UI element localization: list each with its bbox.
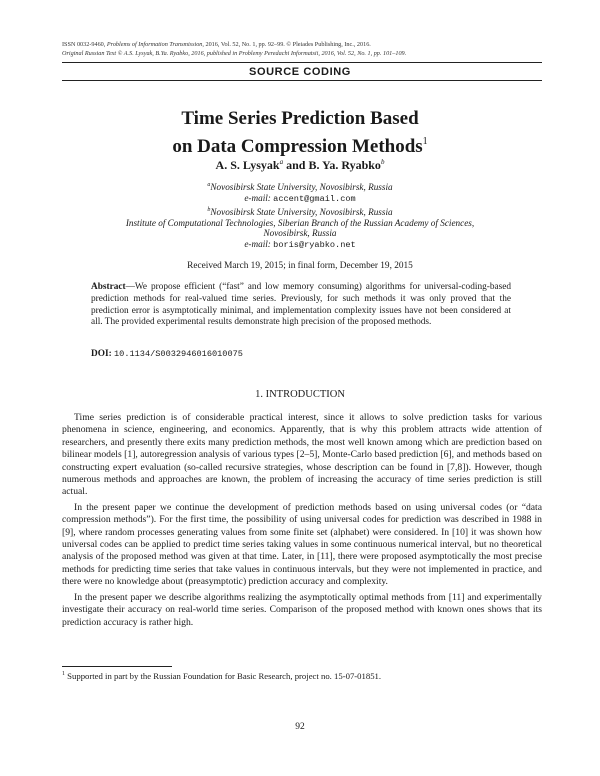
- journal-header: [62, 41, 542, 58]
- section-heading: 1. INTRODUCTION: [255, 389, 345, 400]
- paper-title: [0, 107, 600, 158]
- affiliation-b-line-2: Institute of Computational Technologies, Siberian Branch of the Russian Academy of Sciences,: [125, 217, 475, 228]
- title-footnote-mark: 1: [422, 136, 428, 147]
- title-line-1: Time Series Prediction Based: [181, 108, 419, 129]
- paragraph: In the present paper we continue the development of prediction methods based on using universal codes (or “data compression methods”). For the first time, the possibility of using universal codes for prediction was described in 1988 in [9], where random processes generating values from some finite set (alphabet) were considered. In [10] it was shown how universal codes can be applied to predict time series taking values in some continuous numerical interval, but no theoretical analysis of the proposed method was given at that time. Later, in [11], there were proposed asymptotically the most precise methods for predicting time series that take values in continuous intervals, but they were not implemented in practice, and there were no knowledge about (preasymptotic) prediction accuracy and complexity.: [62, 501, 542, 588]
- affiliation-b-line-3: Novosibirsk, Russia: [263, 228, 337, 239]
- header-line-2: Original Russian Text © A.S. Lysyak, B.Ya. Ryabko, 2016, published in Problemy Peredachi Informatsii, 2016, Vol. 52, No. 1, pp. 101–109.: [62, 49, 407, 57]
- paragraph: In the present paper we describe algorithms realizing the asymptotically optimal methods from [11] and experimentally investigate their accuracy on real-world time series. Comparison of the proposed method with known ones shows that its prediction accuracy is rather high.: [62, 591, 542, 628]
- paragraph: Time series prediction is of considerable practical interest, since it allows to solve prediction tasks for various phenomena in science, engineering, and economics. Apparently, that is why this problem attracts wide attention of researchers, and presently there exits many prediction methods, the most well known among which are prediction based on bilinear models [1], autoregression analysis of various types [2–5], Monte-Carlo based prediction [6], and methods based on constructing expert evaluation (so-called recursive strategies, whose description can be found in [7,8]). However, though numerous methods and approaches are known, the problem of increasing the accuracy of time series prediction is still actual.: [62, 412, 542, 498]
- top-rule: [62, 62, 542, 63]
- section-label: SOURCE CODING: [249, 66, 351, 78]
- abstract: [91, 282, 511, 329]
- email-link-b[interactable]: boris@ryabko.net: [273, 240, 356, 251]
- bottom-rule: [62, 80, 542, 81]
- affiliations: [0, 180, 600, 251]
- email-link-a[interactable]: accent@gmail.com: [273, 193, 356, 204]
- affiliation-b: $^b$Novosibirsk State University, Novosibirsk, Russia: [207, 206, 393, 217]
- author-1: A. S. Lysyak: [215, 158, 280, 172]
- authors: A. S. Lysyak$^a$ and B. Ya. Ryabko$^b$: [215, 158, 385, 172]
- page-number: 92: [295, 722, 305, 732]
- doi: DOI: 10.1134/S0032946016010075: [91, 349, 243, 359]
- footnote: $^1$ Supported in part by the Russian Foundation for Basic Research, project no. 15-07-01851.: [62, 671, 382, 681]
- affiliation-a: $^a$Novosibirsk State University, Novosibirsk, Russia: [207, 182, 393, 193]
- received-dates: Received March 19, 2015; in final form, December 19, 2015: [187, 261, 413, 271]
- author-2: B. Ya. Ryabko: [308, 158, 381, 172]
- abstract-text: —We propose efficient (“fast” and low memory consuming) algorithms for universal-coding-based prediction methods for real-valued time series. Previously, for such methods it was only proved that the prediction error is asymptotically minimal, and implementation complexity issues have not been considered at all. The provided experimental results demonstrate high precision of the proposed methods.: [91, 282, 511, 328]
- header-line-1: ISSN 0032-9460, Problems of Information Transmission, 2016, Vol. 52, No. 1, pp. 92–99. © Pleiades Publishing, Inc., 2016.: [62, 41, 371, 48]
- title-line-2: on Data Compression Methods$^1$: [172, 136, 428, 157]
- body-text: [62, 412, 542, 632]
- email-a: e-mail: accent@gmail.com: [244, 192, 356, 204]
- doi-link[interactable]: 10.1134/S0032946016010075: [114, 349, 243, 359]
- email-b: e-mail: boris@ryabko.net: [244, 239, 356, 251]
- abstract-label: Abstract: [91, 282, 126, 292]
- footnote-rule: [62, 666, 172, 667]
